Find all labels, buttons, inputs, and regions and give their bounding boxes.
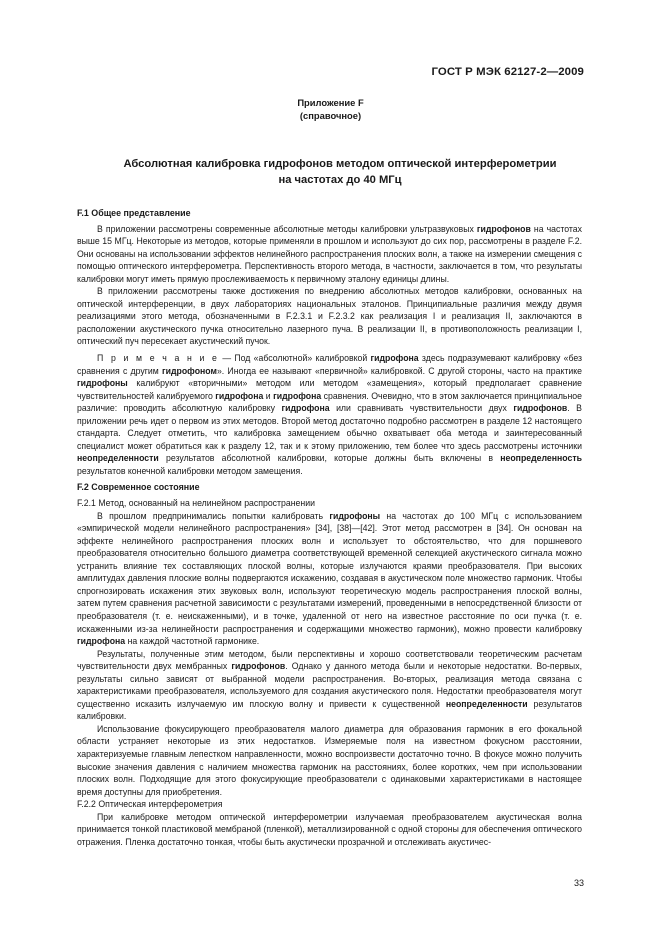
note-label: П р и м е ч а н и е — [97, 353, 220, 364]
paragraph: Использование фокусирующего преобразователя малого диаметра для образования гармоник в его фокальной области устраняет некоторые из этих недостатков. Измеряемые поля на известном фокусном расстоянии, характеризуемые главным лепестком направленности, можно воспроизвести достаточно точно. В фокусе можно получить высокие значения давления с наличием множества гармоник на расстояниях, более коротких, чем при использовании плоских волн. Подходящие для этого фокусирующие преобразователи с одинаковыми характеристиками в настоящее время доступны для приобретения. — [77, 723, 582, 797]
section-heading-f1: F.1 Общее представление — [77, 208, 191, 218]
paragraph: В приложении рассмотрены современные абсолютные методы калибровки ультразвуковых гидрофонов на частотах выше 15 МГц. Некоторые из методов, которые применяли в прошлом и используют до сих пор, рассмотрены в разделе F.2. Они основаны на использовании эффектов нелинейного распространения плоских волн, а также на измерении смещения с помощью оптического интерферометра. Перспективность второго метода, в частности, заключается в том, что результаты калибровки могут иметь прямую прослеживаемость к первичному эталону единицы длины. — [77, 223, 583, 284]
page-number: 33 — [573, 878, 584, 888]
subsection-heading-f2-1: F.2.1 Метод, основанный на нелинейном распространении — [77, 498, 315, 509]
appendix-label: Приложение F — [297, 97, 364, 108]
subsection-heading-f2-2: F.2.2 Оптическая интерферометрия — [77, 799, 223, 810]
paragraph: В прошлом предпринимались попытки калибровать гидрофоны на частотах до 100 МГц с использованием «эмпирической модели нелинейного распространения» [34], [38]—[42]. Этот метод рассмотрен в [34]. Он основан на эффекте нелинейного распространения плоских волн и использует то обстоятельство, что для поршневого преобразователя относительно большого диаметра соответствующей временной селекцией акустического сигнала можно устранить влияние тех составляющих плоской волны, которые излучаются краями преобразователя. При высоких амплитудах давления плоские волны подвергаются искажению, создавая в акустическом поле множество гармоник. Чтобы спрогнозировать искажения этих звуковых волн, используют теоретическую модель распространения плоской волны, затем путем сравнения расчетной зависимости с результатами измерений, проведенными в непосредственной близости от преобразователя (т. е. неискаженными), и в точке, удаленной от него на известное расстояние по оси пучка (т. е. искаженными из-за нелинейности распространения и содержащими множество гармоник), можно провести калибровку гидрофона на каждой частотной гармонике. — [77, 510, 582, 647]
appendix-type: (справочное) — [299, 110, 362, 121]
document-number: ГОСТ Р МЭК 62127-2—2009 — [431, 66, 584, 78]
paragraph: При калибровке методом оптической интерферометрии излучаемая преобразователем акустическая волна принимается тонкой пластиковой мембраной (пленкой), металлизированной с одной стороны для обеспечения оптического отражения. Пленка достаточно тонкая, чтобы быть акустически прозрачной и отслеживать акустичес- — [77, 811, 582, 847]
paragraph: В приложении рассмотрены также достижения по внедрению абсолютных методов калибровки, основанных на оптической интерференции, в двух лабораториях национальных эталонов. Принципиальные различия между двумя реализациями этого метода, обозначенными в F.2.3.1 и F.2.3.2 как реализация I и реализация II, заключаются в расположении акустического пучка относительно лазерного пуча. В реализации II, в противоположность реализации I, оптический пуч пересекает акустический пучок. — [77, 286, 582, 347]
title-line-1: Абсолютная калибровка гидрофонов методом оптической интерферометрии — [123, 158, 557, 170]
document-body — [77, 207, 582, 848]
section-heading-f2: F.2 Современное состояние — [77, 482, 200, 493]
title-line-2: на частотах до 40 МГц — [278, 174, 402, 186]
note-paragraph: П р и м е ч а н и е — Под «абсолютной» калибровкой гидрофона здесь подразумевают калибровку «без сравнения с другим гидрофоном». Иногда ее называют «первичной» калибровкой. С другой стороны, часто на практике гидрофоны калибруют «вторичными» методом или методом «замещения», который предполагает сравнение чувствительностей калибруемого гидрофона и гидрофона сравнения. Очевидно, что в этом заключается принципиальное различие: проводить абсолютную калибровку гидрофона или сравнивать чувствительности двух гидрофонов. В приложении речь идет о первом из этих методов. Второй метод достаточно подробно рассмотрен в разделе 12 настоящего стандарта. Следует отметить, что калибровка замещением обычно охватывает оба метода и заинтересованный специалист может обратиться как к разделу 12, так и к этому приложению, тем более что здесь рассмотрены источники неопределенности результатов абсолютной калибровки, которые должны быть включены в неопределенность результатов конечной калибровки методом замещения. — [77, 353, 583, 476]
paragraph: Результаты, полученные этим методом, были перспективны и хорошо соответствовали теоретическим расчетам чувствительности двух мембранных гидрофонов. Однако у данного метода были и некоторые недостатки. Во-первых, результаты сильно зависят от выбранной модели распространения. Во-вторых, реализация метода связана с характеристиками преобразователя, используемого для создания акустического поля. Недостатки преобразователя могут существенно исказить излучаемую им плоскую волну и привести к существенной неопределенности результатов калибровки. — [77, 648, 583, 722]
appendix-title — [60, 156, 620, 188]
